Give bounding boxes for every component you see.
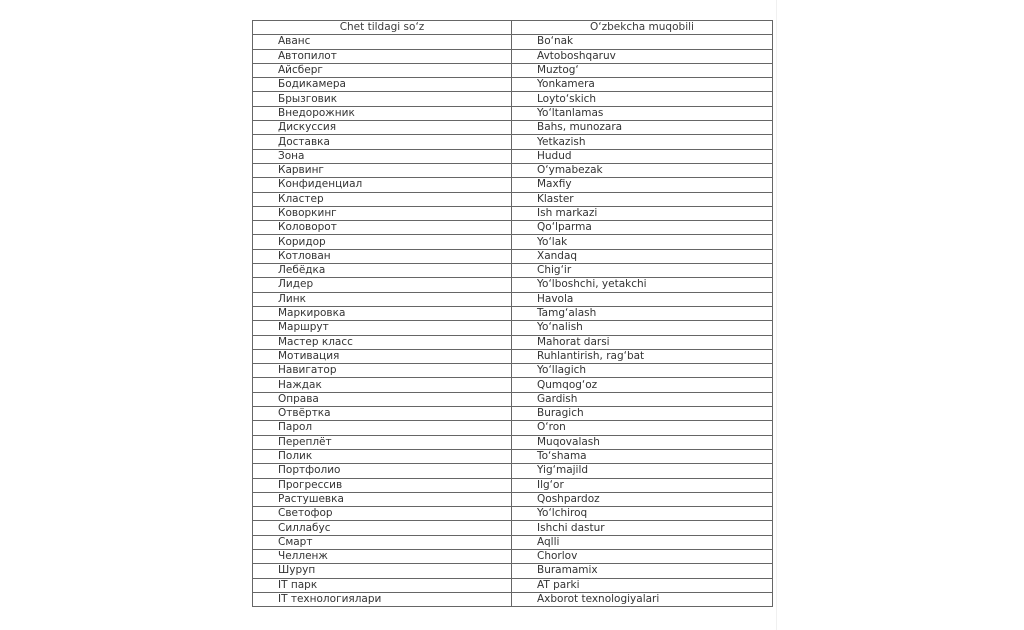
uzbek-equivalent-cell: Qumqog‘oz bbox=[512, 378, 773, 392]
uzbek-equivalent-cell: Yonkamera bbox=[512, 78, 773, 92]
foreign-word-cell: Аванс bbox=[253, 35, 512, 49]
table-row bbox=[253, 306, 773, 320]
table-row bbox=[253, 321, 773, 335]
uzbek-equivalent-cell: Buramamix bbox=[512, 564, 773, 578]
uzbek-equivalent-cell: Qoshpardoz bbox=[512, 492, 773, 506]
table-row bbox=[253, 178, 773, 192]
uzbek-equivalent-cell: Tamg‘alash bbox=[512, 306, 773, 320]
foreign-word-cell: Айсберг bbox=[253, 63, 512, 77]
foreign-word-cell: Светофор bbox=[253, 507, 512, 521]
table-row bbox=[253, 535, 773, 549]
page-edge bbox=[776, 0, 777, 630]
uzbek-equivalent-cell: Chig‘ir bbox=[512, 264, 773, 278]
uzbek-equivalent-cell: Chorlov bbox=[512, 549, 773, 563]
uzbek-equivalent-cell: O‘ymabezak bbox=[512, 163, 773, 177]
uzbek-equivalent-cell: Yo‘llagich bbox=[512, 364, 773, 378]
table-row bbox=[253, 507, 773, 521]
table-row bbox=[253, 364, 773, 378]
uzbek-equivalent-cell: Yo‘nalish bbox=[512, 321, 773, 335]
uzbek-equivalent-cell: Maxfiy bbox=[512, 178, 773, 192]
foreign-word-cell: Кластер bbox=[253, 192, 512, 206]
uzbek-equivalent-cell: Bo‘nak bbox=[512, 35, 773, 49]
uzbek-equivalent-cell: Aqlli bbox=[512, 535, 773, 549]
foreign-word-cell: Оправа bbox=[253, 392, 512, 406]
foreign-word-cell: Шуруп bbox=[253, 564, 512, 578]
uzbek-equivalent-cell: To‘shama bbox=[512, 449, 773, 463]
foreign-word-cell: Растушевка bbox=[253, 492, 512, 506]
table-row bbox=[253, 449, 773, 463]
foreign-word-cell: Брызговик bbox=[253, 92, 512, 106]
foreign-word-cell: Внедорожник bbox=[253, 106, 512, 120]
uzbek-equivalent-cell: Ishchi dastur bbox=[512, 521, 773, 535]
table-row bbox=[253, 478, 773, 492]
table-row bbox=[253, 35, 773, 49]
table-row bbox=[253, 249, 773, 263]
uzbek-equivalent-cell: Yo‘lak bbox=[512, 235, 773, 249]
foreign-word-cell: Портфолио bbox=[253, 464, 512, 478]
table-row bbox=[253, 163, 773, 177]
foreign-word-cell: Челленж bbox=[253, 549, 512, 563]
table-row bbox=[253, 435, 773, 449]
table-row bbox=[253, 49, 773, 63]
foreign-word-cell: Коридор bbox=[253, 235, 512, 249]
foreign-word-cell: Коворкинг bbox=[253, 206, 512, 220]
uzbek-equivalent-cell: AT parki bbox=[512, 578, 773, 592]
foreign-word-cell: Навигатор bbox=[253, 364, 512, 378]
foreign-word-cell: Лебёдка bbox=[253, 264, 512, 278]
foreign-word-cell: Отвёртка bbox=[253, 407, 512, 421]
vocabulary-table bbox=[252, 20, 773, 607]
table-row bbox=[253, 521, 773, 535]
table-row bbox=[253, 407, 773, 421]
foreign-word-cell: Мотивация bbox=[253, 349, 512, 363]
table-row bbox=[253, 492, 773, 506]
table-row bbox=[253, 292, 773, 306]
foreign-word-cell: Лидер bbox=[253, 278, 512, 292]
foreign-word-cell: Конфиденциал bbox=[253, 178, 512, 192]
header-uzbek-equivalent: O‘zbekcha muqobili bbox=[512, 21, 773, 35]
table-row bbox=[253, 549, 773, 563]
foreign-word-cell: Зона bbox=[253, 149, 512, 163]
uzbek-equivalent-cell: Xandaq bbox=[512, 249, 773, 263]
table-row bbox=[253, 278, 773, 292]
foreign-word-cell: Котлован bbox=[253, 249, 512, 263]
uzbek-equivalent-cell: Buragich bbox=[512, 407, 773, 421]
foreign-word-cell: Маркировка bbox=[253, 306, 512, 320]
uzbek-equivalent-cell: Ruhlantirish, rag‘bat bbox=[512, 349, 773, 363]
uzbek-equivalent-cell: O‘ron bbox=[512, 421, 773, 435]
table-row bbox=[253, 106, 773, 120]
foreign-word-cell: Доставка bbox=[253, 135, 512, 149]
foreign-word-cell: Карвинг bbox=[253, 163, 512, 177]
uzbek-equivalent-cell: Bahs, munozara bbox=[512, 121, 773, 135]
uzbek-equivalent-cell: Gardish bbox=[512, 392, 773, 406]
table-row bbox=[253, 149, 773, 163]
table-row bbox=[253, 421, 773, 435]
foreign-word-cell: Прогрессив bbox=[253, 478, 512, 492]
foreign-word-cell: Полик bbox=[253, 449, 512, 463]
uzbek-equivalent-cell: Muztog‘ bbox=[512, 63, 773, 77]
table-header-row bbox=[253, 21, 773, 35]
foreign-word-cell: IT парк bbox=[253, 578, 512, 592]
foreign-word-cell: Автопилот bbox=[253, 49, 512, 63]
foreign-word-cell: Линк bbox=[253, 292, 512, 306]
uzbek-equivalent-cell: Qo‘lparma bbox=[512, 221, 773, 235]
uzbek-equivalent-cell: Muqovalash bbox=[512, 435, 773, 449]
foreign-word-cell: Бодикамера bbox=[253, 78, 512, 92]
table-row bbox=[253, 206, 773, 220]
table-row bbox=[253, 464, 773, 478]
table-row bbox=[253, 578, 773, 592]
foreign-word-cell: IT технологиялари bbox=[253, 592, 512, 606]
uzbek-equivalent-cell: Avtoboshqaruv bbox=[512, 49, 773, 63]
table-row bbox=[253, 235, 773, 249]
uzbek-equivalent-cell: Yo‘lboshchi, yetakchi bbox=[512, 278, 773, 292]
foreign-word-cell: Силлабус bbox=[253, 521, 512, 535]
table-row bbox=[253, 264, 773, 278]
foreign-word-cell: Смарт bbox=[253, 535, 512, 549]
uzbek-equivalent-cell: Yo‘lchiroq bbox=[512, 507, 773, 521]
foreign-word-cell: Мастер класс bbox=[253, 335, 512, 349]
table-row bbox=[253, 349, 773, 363]
header-foreign-word: Chet tildagi so‘z bbox=[253, 21, 512, 35]
foreign-word-cell: Парол bbox=[253, 421, 512, 435]
table-row bbox=[253, 63, 773, 77]
foreign-word-cell: Маршрут bbox=[253, 321, 512, 335]
table-row bbox=[253, 135, 773, 149]
uzbek-equivalent-cell: Yetkazish bbox=[512, 135, 773, 149]
uzbek-equivalent-cell: Ilg‘or bbox=[512, 478, 773, 492]
foreign-word-cell: Наждак bbox=[253, 378, 512, 392]
table-row bbox=[253, 378, 773, 392]
table-row bbox=[253, 335, 773, 349]
table-row bbox=[253, 92, 773, 106]
uzbek-equivalent-cell: Yo‘ltanlamas bbox=[512, 106, 773, 120]
uzbek-equivalent-cell: Mahorat darsi bbox=[512, 335, 773, 349]
table-row bbox=[253, 221, 773, 235]
table-row bbox=[253, 564, 773, 578]
uzbek-equivalent-cell: Havola bbox=[512, 292, 773, 306]
foreign-word-cell: Переплёт bbox=[253, 435, 512, 449]
uzbek-equivalent-cell: Yig‘majild bbox=[512, 464, 773, 478]
uzbek-equivalent-cell: Hudud bbox=[512, 149, 773, 163]
table-row bbox=[253, 78, 773, 92]
uzbek-equivalent-cell: Axborot texnologiyalari bbox=[512, 592, 773, 606]
uzbek-equivalent-cell: Ish markazi bbox=[512, 206, 773, 220]
uzbek-equivalent-cell: Klaster bbox=[512, 192, 773, 206]
table-row bbox=[253, 121, 773, 135]
foreign-word-cell: Дискуссия bbox=[253, 121, 512, 135]
table-body bbox=[253, 35, 773, 607]
table-row bbox=[253, 592, 773, 606]
uzbek-equivalent-cell: Loyto‘skich bbox=[512, 92, 773, 106]
table-row bbox=[253, 392, 773, 406]
foreign-word-cell: Коловорот bbox=[253, 221, 512, 235]
table-row bbox=[253, 192, 773, 206]
